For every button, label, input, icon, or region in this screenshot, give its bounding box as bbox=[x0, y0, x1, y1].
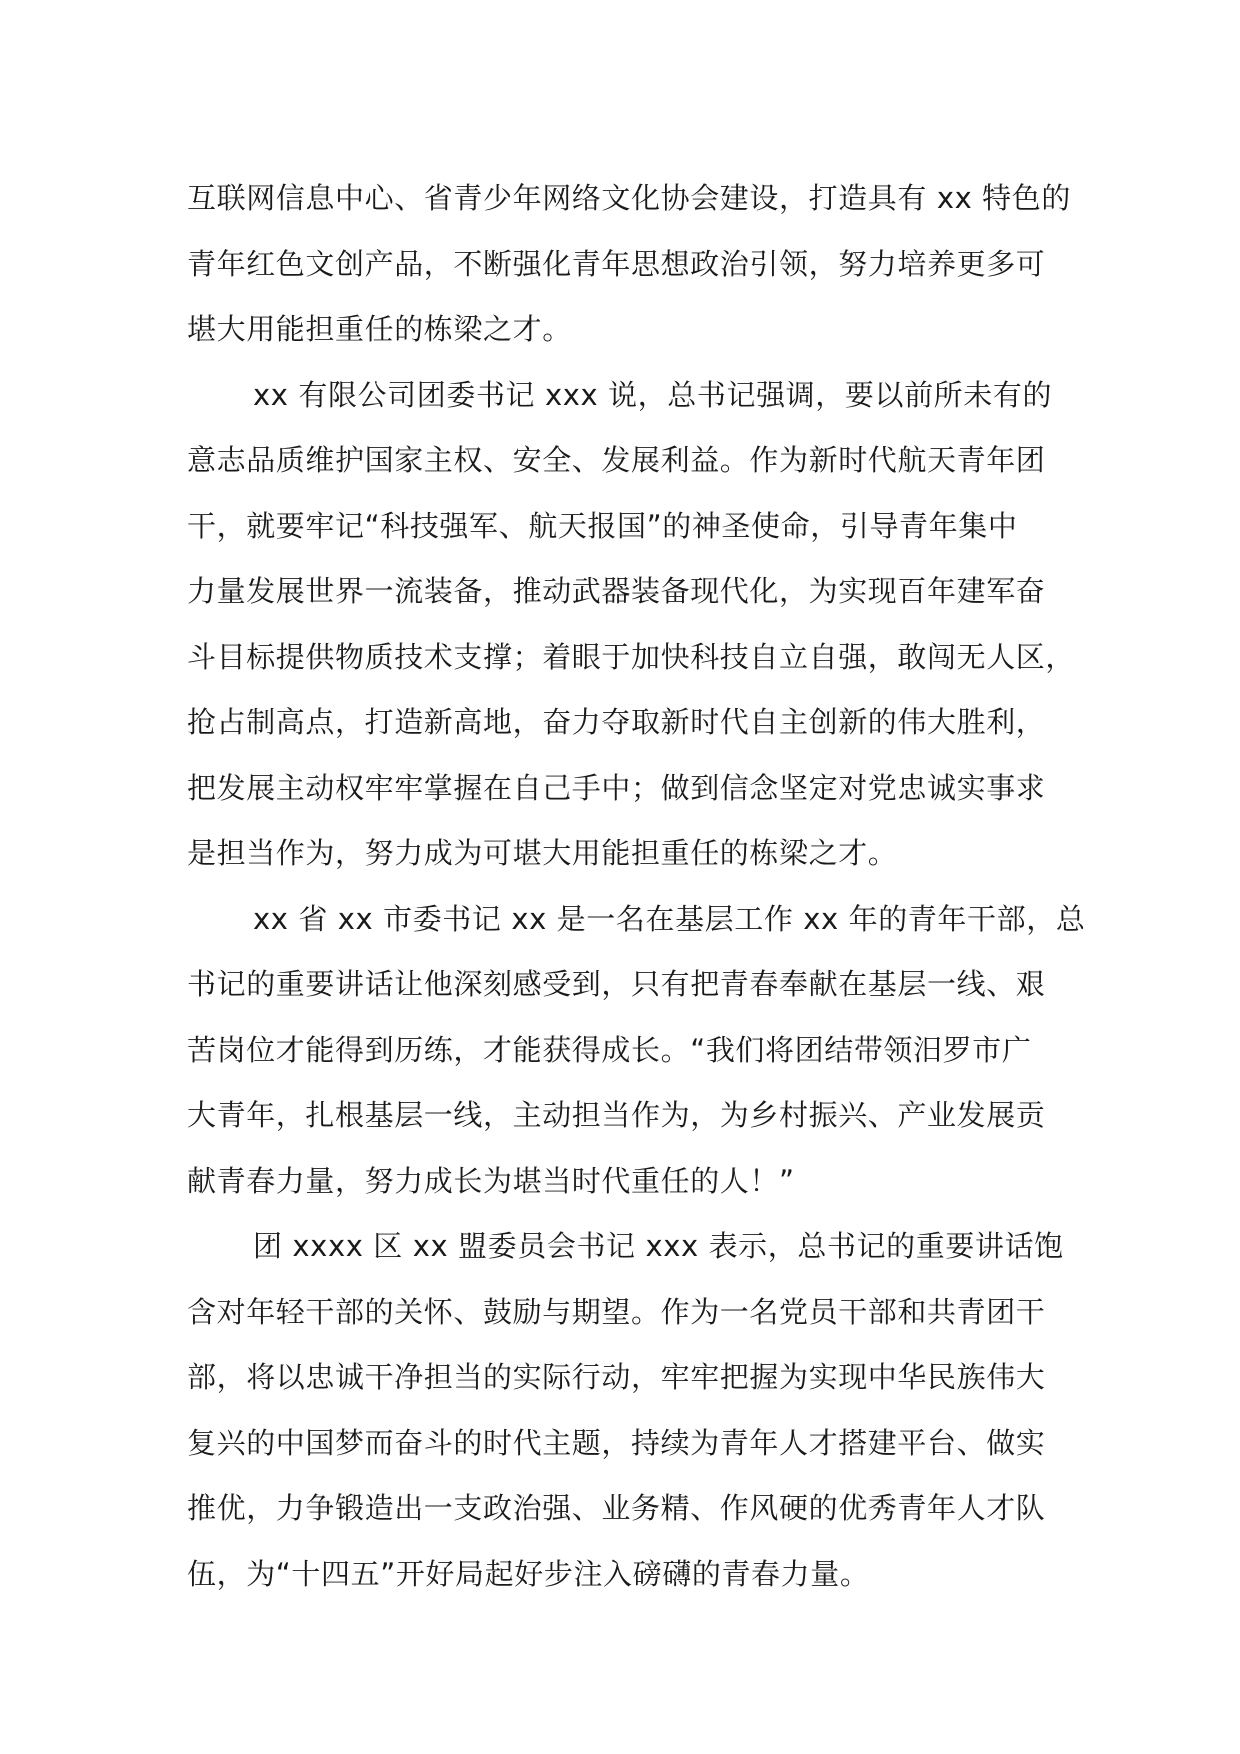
text-line: 把发展主动权牢牢掌握在自己手中；做到信念坚定对党忠诚实事求 bbox=[187, 770, 1046, 805]
text-line: 书记的重要讲话让他深刻感受到，只有把青春奉献在基层一线、艰 bbox=[187, 967, 1046, 1001]
document-body bbox=[187, 166, 1087, 1607]
text-line: 力量发展世界一流装备，推动武器装备现代化，为实现百年建军奋 bbox=[187, 574, 1046, 608]
text-line: 含对年轻干部的关怀、鼓励与期望。作为一名党员干部和共青团干 bbox=[187, 1294, 1046, 1329]
text-line: xx 省 xx 市委书记 xx 是一名在基层工作 xx 年的青年干部，总 bbox=[253, 901, 1086, 936]
text-line: 抢占制高点，打造新高地，奋力夺取新时代自主创新的伟大胜利， bbox=[187, 705, 1046, 739]
text-line: 互联网信息中心、省青少年网络文化协会建设，打造具有 xx 特色的 bbox=[187, 181, 1071, 215]
text-line: 是担当作为，努力成为可堪大用能担重任的栋梁之才。 bbox=[187, 836, 898, 870]
text-line: xx 有限公司团委书记 xxx 说，总书记强调，要以前所未有的 bbox=[253, 377, 1053, 412]
text-line: 苦岗位才能得到历练，才能获得成长。“我们将团结带领汨罗市广 bbox=[187, 1032, 1032, 1067]
text-line: 部，将以忠诚干净担当的实际行动，牢牢把握为实现中华民族伟大 bbox=[187, 1360, 1046, 1394]
text-line: 推优，力争锻造出一支政治强、业务精、作风硬的优秀青年人才队 bbox=[187, 1491, 1046, 1525]
paragraph-3 bbox=[187, 887, 1087, 1215]
text-line: 复兴的中国梦而奋斗的时代主题，持续为青年人才搭建平台、做实 bbox=[187, 1425, 1046, 1460]
text-line: 意志品质维护国家主权、安全、发展利益。作为新时代航天青年团 bbox=[187, 443, 1046, 477]
text-line: 干，就要牢记“科技强军、航天报国”的神圣使命，引导青年集中 bbox=[187, 508, 1018, 543]
paragraph-4 bbox=[187, 1214, 1087, 1607]
text-line: 堪大用能担重任的栋梁之才。 bbox=[187, 312, 572, 346]
text-line: 团 xxxx 区 xx 盟委员会书记 xxx 表示，总书记的重要讲话饱 bbox=[253, 1229, 1064, 1263]
text-line: 大青年，扎根基层一线，主动担当作为，为乡村振兴、产业发展贡 bbox=[187, 1098, 1046, 1132]
paragraph-1 bbox=[187, 166, 1087, 363]
text-line: 青年红色文创产品，不断强化青年思想政治引领，努力培养更多可 bbox=[187, 246, 1046, 281]
text-line: 献青春力量，努力成长为堪当时代重任的人！” bbox=[187, 1163, 795, 1198]
text-line: 斗目标提供物质技术支撑；着眼于加快科技自立自强，敢闯无人区， bbox=[187, 639, 1076, 674]
paragraph-2 bbox=[187, 363, 1087, 887]
text-line: 伍，为“十四五”开好局起好步注入磅礴的青春力量。 bbox=[187, 1556, 870, 1591]
